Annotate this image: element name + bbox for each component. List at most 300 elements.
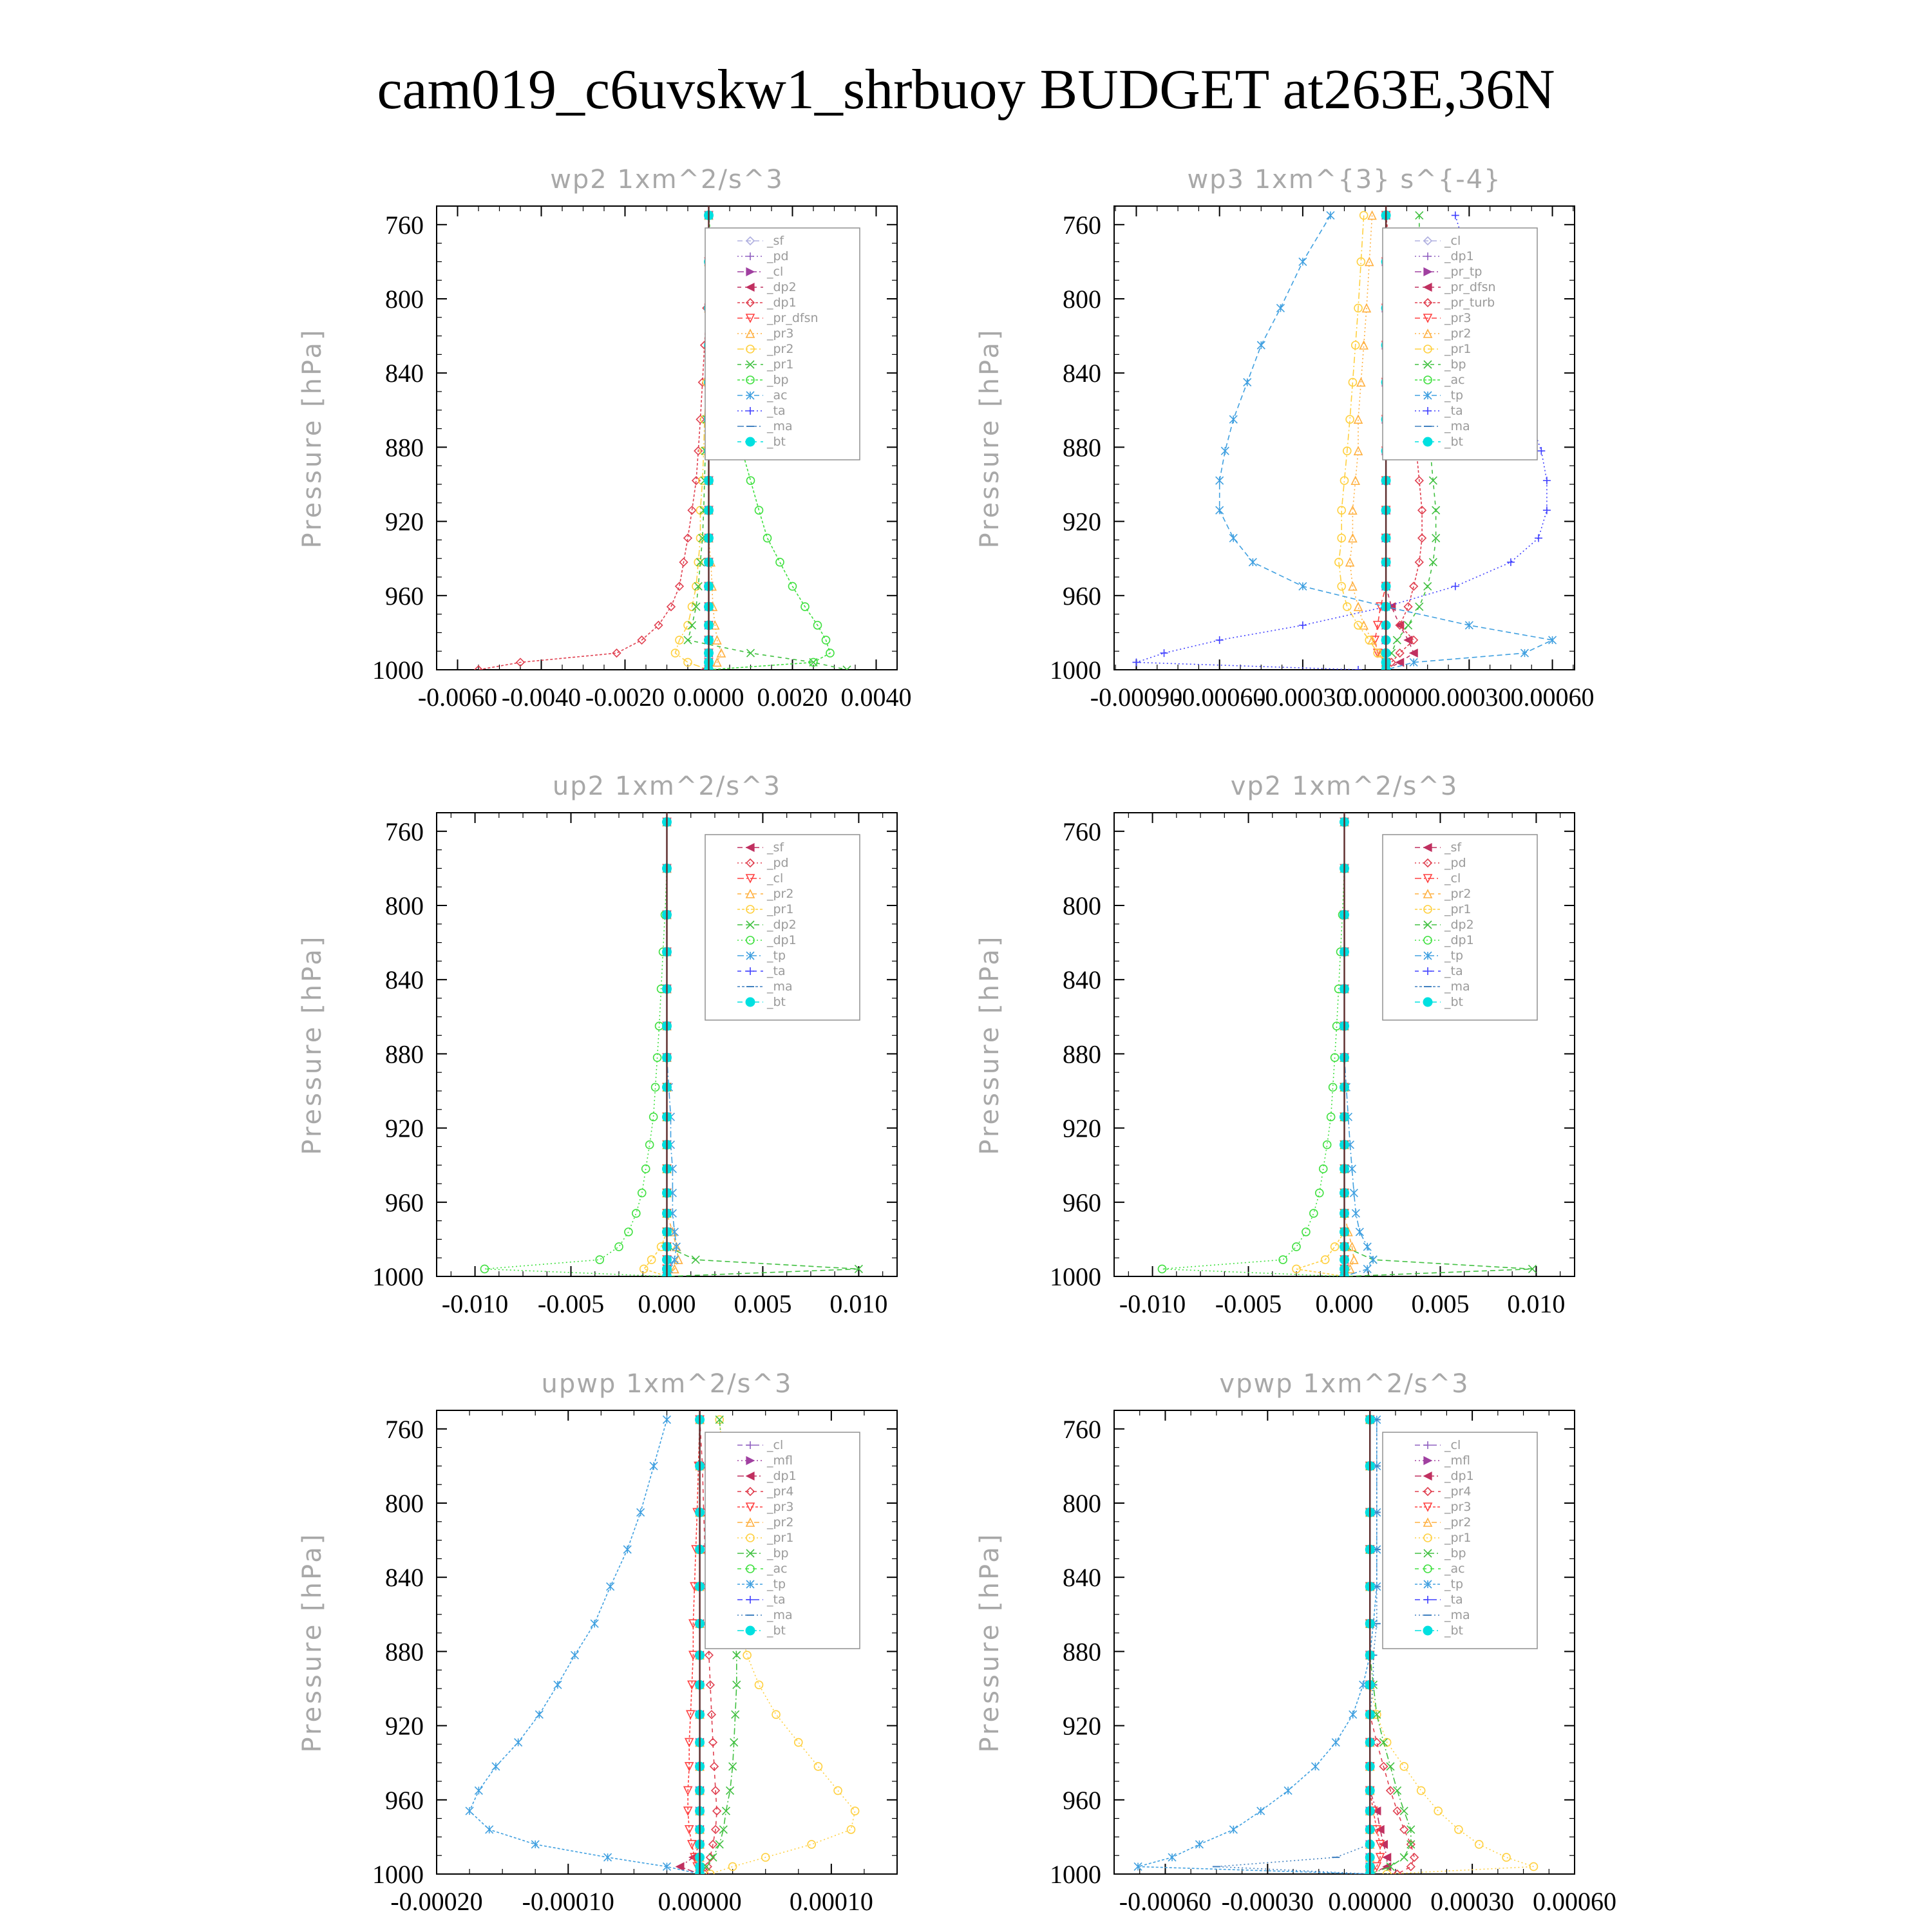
data-point — [646, 1141, 654, 1149]
y-axis-label: Pressure [hPa] — [298, 327, 327, 549]
legend-label: _ta — [1444, 964, 1463, 978]
y-tick-label: 880 — [1063, 1637, 1101, 1667]
legend-label: _cl — [1444, 1438, 1461, 1452]
y-tick-label: 880 — [385, 1039, 424, 1069]
data-point — [650, 1462, 658, 1470]
chart-panel-2 — [975, 165, 1595, 712]
data-point — [684, 636, 692, 644]
data-point — [772, 1710, 780, 1718]
legend-label: _pr_dfsn — [1444, 280, 1496, 294]
data-point — [591, 1620, 598, 1627]
data-point — [1452, 582, 1459, 590]
y-tick-label: 1000 — [372, 1262, 424, 1291]
panel-title: upwp 1xm^2/s^3 — [541, 1369, 793, 1399]
legend-label: _dp1 — [767, 296, 797, 310]
data-point — [1299, 258, 1307, 265]
legend-label: _ac — [1444, 1562, 1465, 1576]
legend-marker — [746, 998, 755, 1007]
legend-label: _ta — [767, 1593, 786, 1607]
data-point — [1332, 1739, 1340, 1747]
data-point — [1520, 649, 1528, 657]
data-point — [1249, 558, 1256, 566]
y-tick-label: 800 — [385, 891, 424, 920]
series-line-dp1 — [680, 1419, 700, 1874]
legend-label: _pr2 — [1444, 327, 1472, 341]
legend-label: _ac — [767, 1562, 788, 1576]
data-point — [1216, 477, 1224, 484]
data-point — [1502, 1853, 1510, 1861]
legend-label: _sf — [767, 840, 784, 855]
data-point — [1132, 658, 1140, 666]
data-point — [475, 1786, 482, 1794]
legend — [1383, 228, 1537, 460]
data-point — [1293, 1243, 1300, 1251]
legend-label: _bt — [1444, 1624, 1464, 1638]
data-point — [1452, 211, 1459, 219]
y-tick-label: 880 — [1063, 433, 1101, 462]
chart-panel-5 — [298, 1369, 897, 1916]
x-tick-label: -0.0060 — [417, 683, 498, 712]
legend-marker — [1423, 437, 1432, 446]
legend-label: _dp1 — [767, 1469, 797, 1483]
y-tick-label: 840 — [1063, 1563, 1101, 1593]
y-axis-label: Pressure [hPa] — [298, 1531, 327, 1753]
data-point — [1410, 1853, 1418, 1861]
series-line-dp1 — [485, 822, 667, 1276]
y-tick-label: 840 — [1063, 965, 1101, 995]
legend-label: _cl — [767, 1438, 784, 1452]
x-tick-label: -0.00010 — [522, 1887, 614, 1916]
legend-label: _pr1 — [1444, 1531, 1472, 1545]
panel-title: vpwp 1xm^2/s^3 — [1219, 1369, 1470, 1399]
data-point — [623, 1546, 631, 1553]
legend-label: _pr2 — [767, 1515, 794, 1530]
legend-label: _pr4 — [767, 1484, 794, 1499]
x-tick-label: 0.005 — [1411, 1289, 1470, 1318]
data-point — [1257, 341, 1265, 349]
legend-label: _ta — [1444, 404, 1463, 418]
data-point — [571, 1651, 579, 1659]
legend-label: _bt — [767, 995, 786, 1009]
data-point — [1299, 621, 1307, 629]
legend-label: _bt — [767, 1624, 786, 1638]
data-point — [1369, 1256, 1377, 1264]
y-tick-label: 800 — [385, 285, 424, 314]
data-point — [1405, 603, 1412, 611]
legend-label: _pr1 — [767, 1531, 794, 1545]
data-point — [672, 1243, 680, 1251]
data-point — [692, 1256, 699, 1264]
data-point — [1276, 304, 1284, 312]
data-point — [1354, 666, 1362, 674]
legend-label: _dp1 — [1444, 1469, 1474, 1483]
legend-label: _bp — [767, 373, 789, 387]
legend-label: _mfl — [767, 1454, 793, 1468]
data-point — [531, 1841, 539, 1848]
legend-marker — [1423, 998, 1432, 1007]
legend-label: _pr_dfsn — [767, 311, 819, 325]
data-point — [684, 621, 692, 629]
data-point — [1257, 1807, 1265, 1815]
data-point — [1434, 1807, 1442, 1815]
data-point — [743, 1651, 751, 1659]
x-tick-label: -0.010 — [1119, 1289, 1186, 1318]
legend-label: _ta — [1444, 1593, 1463, 1607]
data-point — [1310, 1209, 1318, 1217]
x-tick-label: -0.0040 — [501, 683, 582, 712]
data-point — [1507, 558, 1515, 566]
data-point — [637, 1508, 645, 1516]
data-point — [709, 1853, 717, 1861]
data-point — [851, 1807, 859, 1815]
series-line-pr2 — [1345, 822, 1354, 1276]
data-point — [1168, 1853, 1176, 1861]
x-tick-label: 0.00030 — [1427, 683, 1511, 712]
x-tick-label: -0.00030 — [1256, 683, 1349, 712]
legend-label: _pr3 — [1444, 1500, 1472, 1514]
data-point — [1350, 1189, 1358, 1197]
data-point — [834, 1786, 842, 1794]
series-line-tp — [667, 822, 677, 1276]
data-point — [554, 1681, 562, 1689]
legend-label: _pr3 — [767, 1500, 794, 1514]
series-line-tp — [1345, 822, 1374, 1276]
data-point — [1195, 1841, 1203, 1848]
legend-label: _ma — [1444, 1608, 1470, 1622]
data-point — [1221, 447, 1229, 455]
x-tick-label: -0.00020 — [390, 1887, 483, 1916]
data-point — [492, 1763, 500, 1770]
data-point — [615, 1243, 623, 1251]
x-tick-label: 0.0040 — [840, 683, 912, 712]
legend-label: _pr1 — [1444, 902, 1472, 916]
y-tick-label: 800 — [1063, 891, 1101, 920]
y-tick-label: 1000 — [1050, 656, 1101, 685]
y-tick-label: 800 — [1063, 1489, 1101, 1518]
legend-label: _tp — [1444, 388, 1464, 402]
legend-label: _dp2 — [767, 918, 797, 932]
x-tick-label: 0.00000 — [658, 1887, 742, 1916]
data-point — [1363, 1243, 1371, 1251]
legend-label: _ac — [1444, 373, 1465, 387]
legend-label: _dp1 — [767, 933, 797, 947]
data-point — [795, 1739, 802, 1747]
y-tick-label: 920 — [385, 507, 424, 536]
legend-label: _tp — [1444, 949, 1464, 963]
y-tick-label: 840 — [385, 1563, 424, 1593]
series-line-pr1 — [1339, 215, 1386, 670]
data-point — [607, 1583, 614, 1591]
x-tick-label: 0.00030 — [1430, 1887, 1515, 1916]
data-point — [1244, 379, 1251, 386]
data-point — [1360, 341, 1368, 349]
y-tick-label: 920 — [1063, 1113, 1101, 1143]
y-axis-label: Pressure [hPa] — [975, 934, 1005, 1155]
legend-label: _bp — [767, 1546, 789, 1560]
data-point — [1356, 1228, 1363, 1236]
y-tick-label: 760 — [385, 817, 424, 846]
y-tick-label: 760 — [385, 1414, 424, 1444]
panel-title: wp2 1xm^2/s^3 — [550, 165, 784, 194]
legend-label: _pd — [767, 856, 789, 870]
legend-label: _pr2 — [767, 342, 794, 356]
data-point — [1338, 582, 1345, 590]
data-point — [640, 1265, 648, 1273]
legend-label: _pr_turb — [1444, 296, 1495, 310]
x-tick-label: 0.000 — [1315, 1289, 1374, 1318]
y-tick-label: 1000 — [1050, 1860, 1101, 1889]
data-point — [1410, 582, 1417, 590]
figure-title: cam019_c6uvskw1_shrbuoy BUDGET at263E,36N — [377, 59, 1555, 121]
y-tick-label: 840 — [1063, 359, 1101, 388]
data-point — [1535, 535, 1542, 542]
series-line-pr1 — [1296, 822, 1345, 1276]
legend-label: _tp — [1444, 1577, 1464, 1591]
data-point — [1352, 1209, 1359, 1217]
legend-label: _bt — [1444, 995, 1464, 1009]
data-point — [747, 477, 755, 484]
series-line-pr2 — [676, 215, 709, 670]
legend-label: _ma — [1444, 419, 1470, 433]
legend — [1383, 835, 1537, 1020]
chart-panel-3 — [298, 772, 897, 1318]
y-axis-label: Pressure [hPa] — [975, 1531, 1005, 1753]
data-point — [1537, 447, 1545, 455]
legend-label: _ta — [767, 964, 786, 978]
data-point — [1417, 1786, 1425, 1794]
series-line-pr3 — [688, 1419, 699, 1874]
y-tick-label: 800 — [385, 1489, 424, 1518]
data-point — [1354, 603, 1362, 611]
legend-label: _ma — [767, 980, 793, 994]
data-point — [1393, 636, 1401, 644]
data-point — [1400, 1853, 1408, 1861]
series-line-dp1 — [1162, 822, 1345, 1276]
data-point — [1363, 1265, 1371, 1273]
series-line-tp — [469, 1419, 700, 1874]
data-point — [1465, 621, 1473, 629]
data-point — [486, 1826, 493, 1833]
legend-label: _mfl — [1444, 1454, 1470, 1468]
data-point — [848, 1826, 855, 1833]
legend-label: _cl — [767, 871, 784, 886]
data-point — [1543, 506, 1551, 514]
y-tick-label: 1000 — [372, 656, 424, 685]
legend-label: _ma — [767, 1608, 793, 1622]
y-tick-label: 880 — [385, 433, 424, 462]
x-tick-label: 0.005 — [734, 1289, 792, 1318]
x-tick-label: -0.005 — [537, 1289, 605, 1318]
data-point — [1343, 603, 1351, 611]
data-point — [1424, 582, 1432, 590]
legend-label: _tp — [767, 949, 786, 963]
legend-label: _dp1 — [1444, 249, 1474, 263]
y-tick-label: 840 — [385, 965, 424, 995]
data-point — [808, 1841, 815, 1848]
x-tick-label: 0.0000 — [673, 683, 744, 712]
legend-label: _pr2 — [1444, 1515, 1472, 1530]
legend-label: _pr2 — [767, 887, 794, 901]
data-point — [1543, 477, 1551, 484]
data-point — [604, 1853, 612, 1861]
data-point — [1229, 1826, 1237, 1833]
panel-title: vp2 1xm^2/s^3 — [1230, 772, 1459, 801]
data-point — [1349, 1710, 1357, 1718]
x-tick-label: 0.0020 — [757, 683, 828, 712]
legend-label: _tp — [767, 1577, 786, 1591]
data-point — [1327, 211, 1334, 219]
data-point — [1229, 535, 1237, 542]
legend-label: _ma — [1444, 980, 1470, 994]
x-tick-label: -0.005 — [1215, 1289, 1282, 1318]
data-point — [747, 649, 755, 657]
y-tick-label: 960 — [385, 581, 424, 611]
legend-label: _bt — [1444, 435, 1464, 449]
data-point — [1134, 1862, 1142, 1870]
data-point — [1160, 649, 1168, 657]
legend-label: _ta — [767, 404, 786, 418]
series-line-pr2 — [1350, 215, 1386, 670]
x-tick-label: 0.00000 — [1328, 1887, 1412, 1916]
legend-label: _dp2 — [1444, 918, 1474, 932]
legend — [705, 228, 860, 460]
data-point — [535, 1710, 543, 1718]
x-tick-label: 0.010 — [829, 1289, 888, 1318]
legend — [705, 835, 860, 1020]
x-tick-label: -0.00060 — [1173, 683, 1266, 712]
legend-label: _pr2 — [1444, 887, 1472, 901]
data-point — [1416, 603, 1423, 611]
data-point — [1432, 506, 1440, 514]
legend-label: _pr3 — [767, 327, 794, 341]
x-tick-label: 0.00010 — [789, 1887, 873, 1916]
y-tick-label: 880 — [1063, 1039, 1101, 1069]
data-point — [1323, 1141, 1331, 1149]
chart-panel-6 — [975, 1369, 1616, 1916]
data-point — [1216, 506, 1224, 514]
x-tick-label: 0.00000 — [1344, 683, 1428, 712]
y-tick-label: 920 — [385, 1711, 424, 1741]
y-tick-label: 960 — [385, 1785, 424, 1815]
y-tick-label: 920 — [385, 1113, 424, 1143]
data-point — [1229, 415, 1237, 423]
x-tick-label: -0.0020 — [585, 683, 665, 712]
legend-marker — [746, 1626, 755, 1635]
y-tick-label: 960 — [1063, 1188, 1101, 1217]
legend-label: _cl — [1444, 871, 1461, 886]
data-point — [1216, 636, 1224, 644]
legend-label: _pr3 — [1444, 311, 1472, 325]
x-tick-label: 0.00060 — [1510, 683, 1595, 712]
legend-label: _dp1 — [1444, 933, 1474, 947]
data-point — [1348, 1165, 1356, 1173]
y-tick-label: 960 — [385, 1188, 424, 1217]
y-tick-label: 920 — [1063, 1711, 1101, 1741]
y-axis-label: Pressure [hPa] — [298, 934, 327, 1155]
series-line-ma — [1217, 1419, 1377, 1874]
legend-label: _cl — [1444, 234, 1461, 248]
data-point — [466, 1807, 473, 1815]
y-tick-label: 760 — [1063, 210, 1101, 240]
y-axis-label: Pressure [hPa] — [975, 327, 1005, 549]
legend-marker — [1423, 1626, 1432, 1635]
data-point — [1410, 649, 1417, 657]
y-tick-label: 960 — [1063, 1785, 1101, 1815]
legend — [1383, 1432, 1537, 1649]
data-point — [1396, 658, 1404, 666]
panel-title: wp3 1xm^{3} s^{-4} — [1187, 165, 1502, 194]
x-tick-label: -0.00030 — [1221, 1887, 1314, 1916]
data-point — [632, 1209, 640, 1217]
y-tick-label: 1000 — [1050, 1262, 1101, 1291]
data-point — [755, 1681, 763, 1689]
series-line-dp1 — [478, 215, 709, 670]
data-point — [688, 621, 696, 629]
data-point — [1331, 1243, 1339, 1251]
legend-label: _ac — [767, 388, 788, 402]
data-point — [670, 1228, 678, 1236]
legend-label: _pr1 — [1444, 342, 1472, 356]
y-tick-label: 760 — [1063, 817, 1101, 846]
series-line-tp — [1138, 1419, 1377, 1874]
data-point — [1400, 1826, 1408, 1833]
legend-label: _sf — [767, 234, 784, 248]
x-tick-label: -0.00090 — [1090, 683, 1183, 712]
panel-title: up2 1xm^2/s^3 — [552, 772, 782, 801]
legend-label: _dp2 — [767, 280, 797, 294]
data-point — [1407, 1862, 1415, 1870]
legend-label: _bp — [1444, 357, 1466, 372]
data-point — [1400, 1763, 1408, 1770]
data-point — [1455, 1826, 1463, 1833]
data-point — [1311, 1763, 1319, 1770]
data-point — [717, 649, 725, 657]
legend-marker — [746, 437, 755, 446]
legend-label: _cl — [767, 265, 784, 279]
legend-label: _bp — [1444, 1546, 1466, 1560]
chart-panel-1 — [298, 165, 912, 712]
legend-label: _bt — [767, 435, 786, 449]
legend-label: _pd — [767, 249, 789, 263]
x-tick-label: 0.010 — [1507, 1289, 1566, 1318]
y-tick-label: 960 — [1063, 581, 1101, 611]
data-point — [676, 1862, 684, 1870]
data-point — [670, 1256, 678, 1264]
legend-label: _pr1 — [767, 902, 794, 916]
y-tick-label: 760 — [1063, 1414, 1101, 1444]
data-point — [515, 1739, 522, 1747]
y-tick-label: 920 — [1063, 507, 1101, 536]
legend-label: _pr4 — [1444, 1484, 1472, 1499]
legend-label: _pd — [1444, 856, 1466, 870]
legend-label: _pr1 — [767, 357, 794, 372]
series-line-pr1 — [644, 822, 667, 1276]
legend-label: _sf — [1444, 840, 1462, 855]
y-tick-label: 800 — [1063, 285, 1101, 314]
data-point — [1405, 621, 1412, 629]
data-point — [1429, 558, 1437, 566]
legend-label: _ma — [767, 419, 793, 433]
data-point — [1299, 582, 1307, 590]
y-tick-label: 1000 — [372, 1860, 424, 1889]
x-tick-label: 0.00060 — [1533, 1887, 1616, 1916]
y-tick-label: 760 — [385, 210, 424, 240]
y-tick-label: 840 — [385, 359, 424, 388]
x-tick-label: -0.010 — [441, 1289, 509, 1318]
x-tick-label: -0.00060 — [1119, 1887, 1212, 1916]
y-tick-label: 880 — [385, 1637, 424, 1667]
legend-label: _pr_tp — [1444, 265, 1482, 279]
